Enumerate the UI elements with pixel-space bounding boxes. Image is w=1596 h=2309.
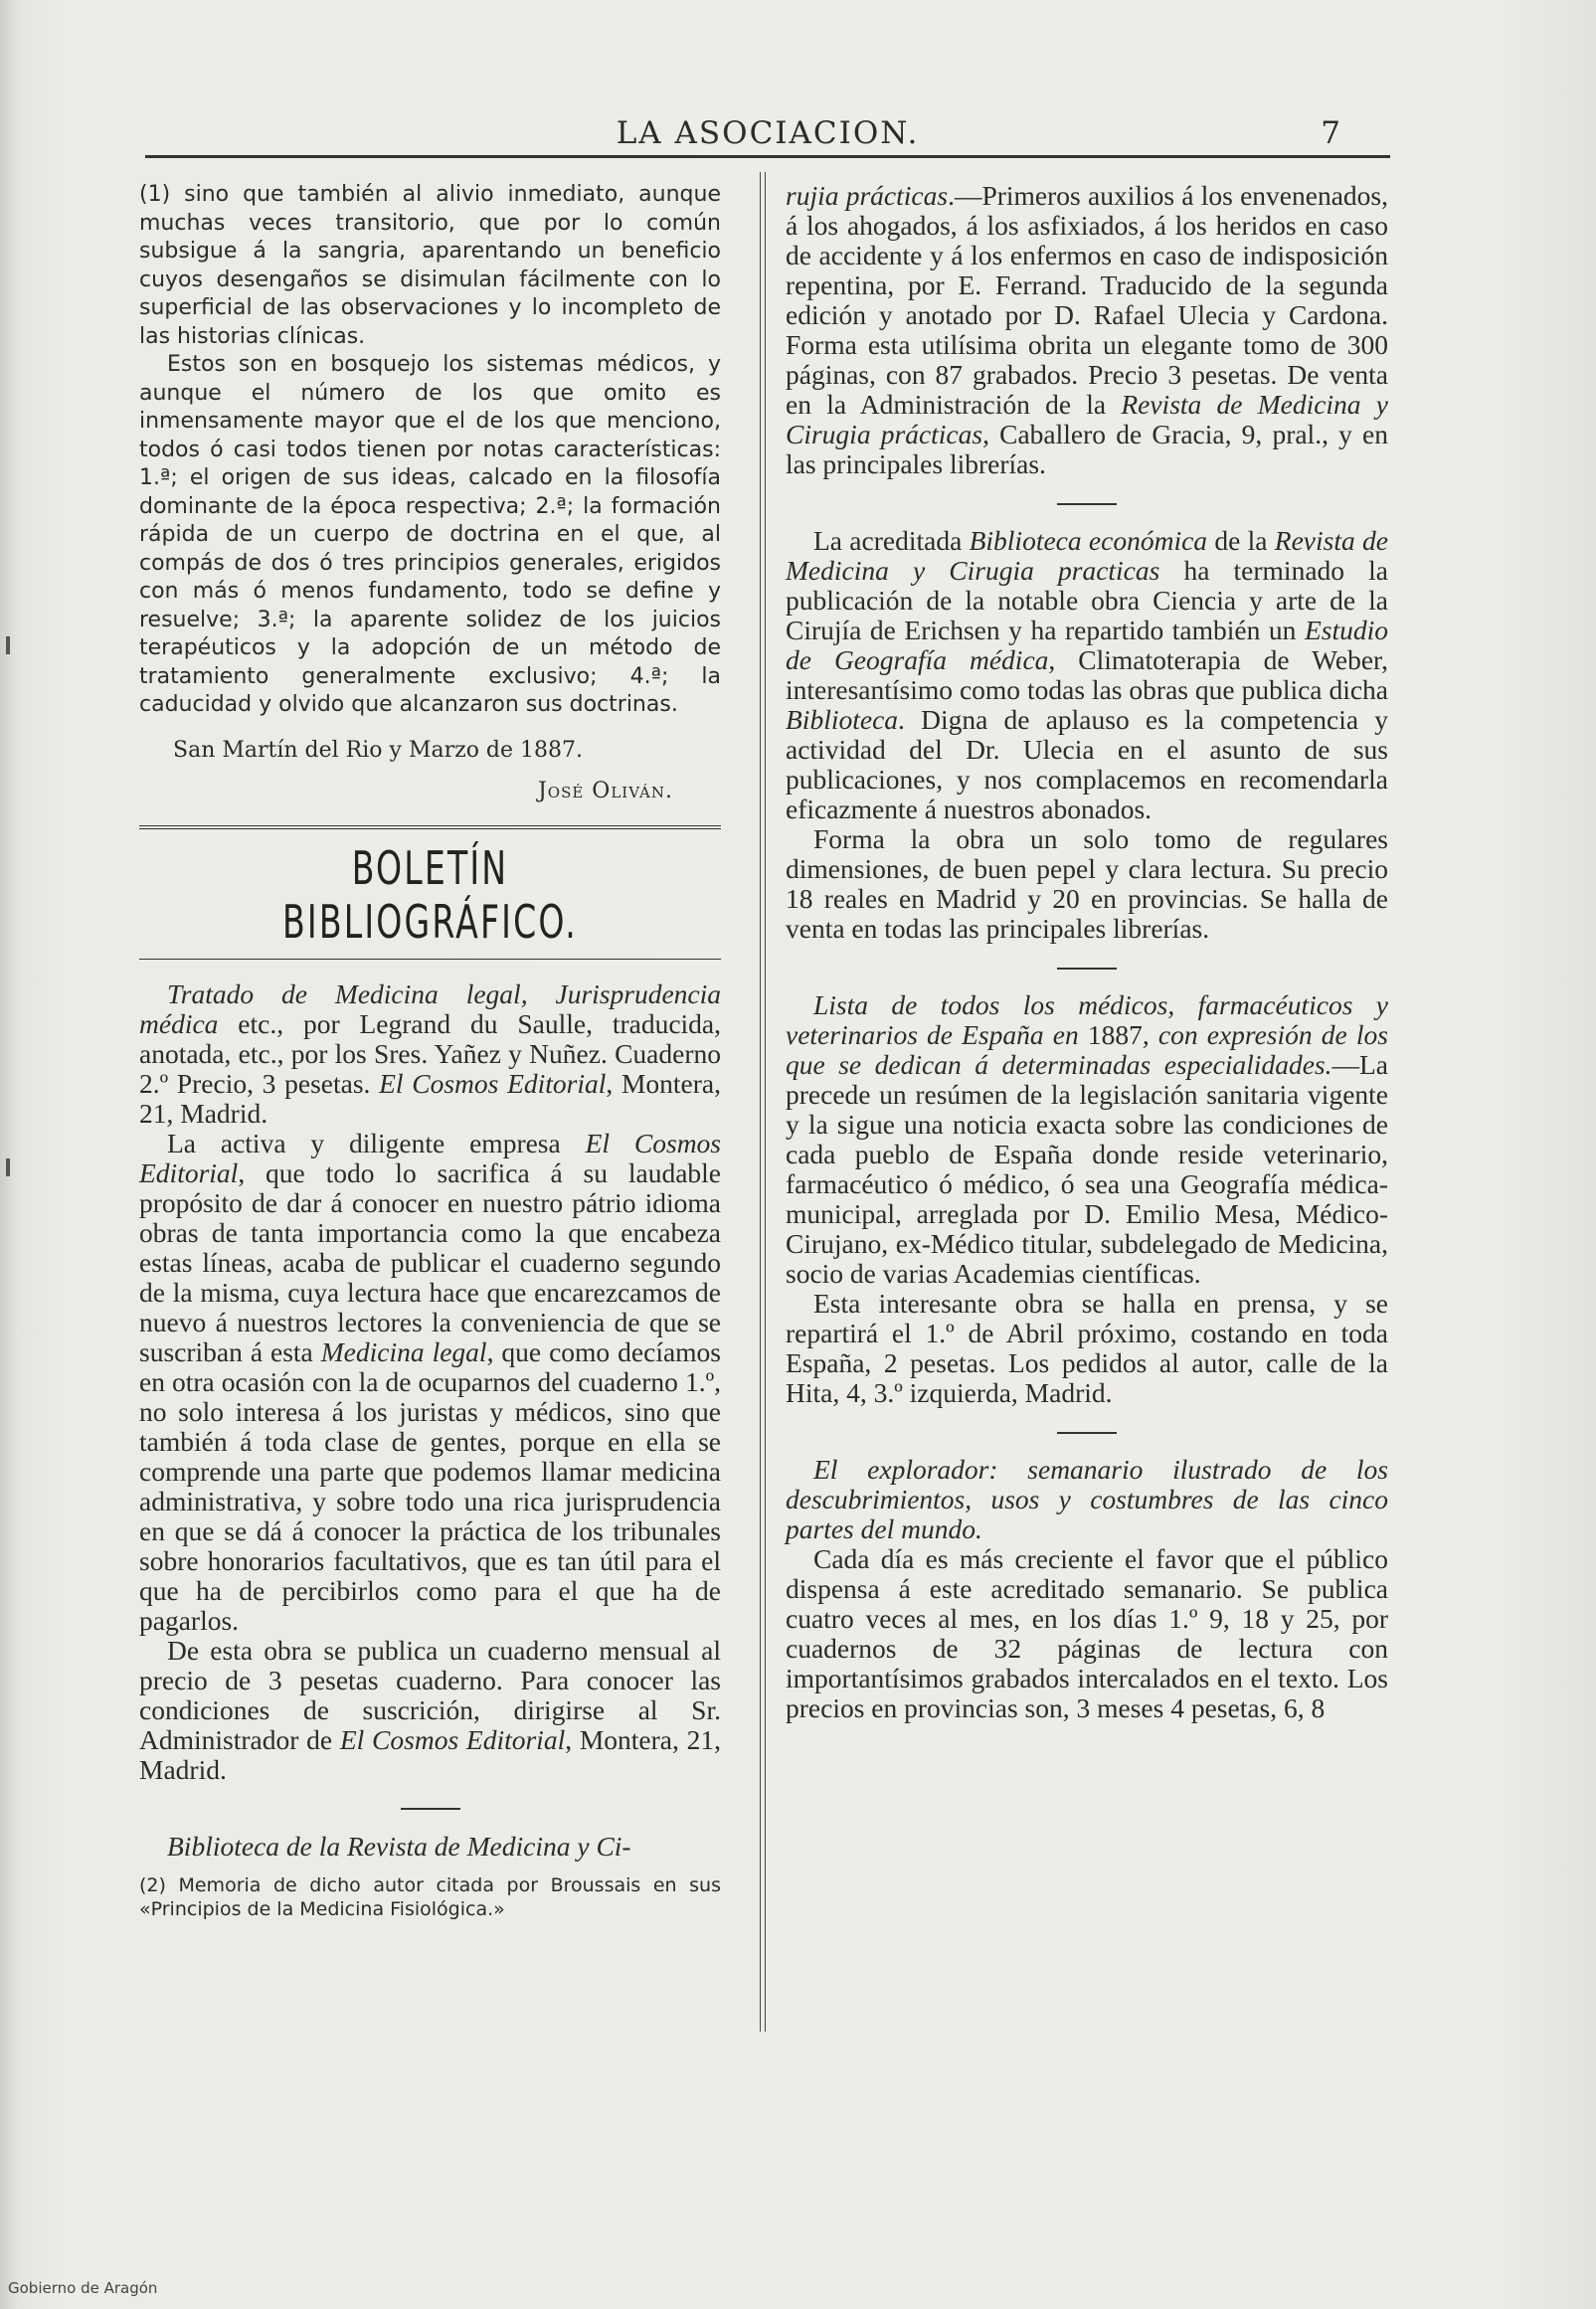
lista-entry: [786, 990, 1388, 1289]
precio-paragraph: [139, 1636, 721, 1785]
cirugia-text: .—Primeros auxilios á los envenenados, á los ahogados, á los asfixiados, á los heridos en caso de accidente y á los enfermos en caso de indisposición repentina, por E. Ferrand. Traducido de la segunda edición y anotado por D. Rafael Ulecia y Cardona. Forma esta utilísima obrita un elegante tomo de 300 páginas, con 87 grabados. Precio 3 pesetas. De venta en la Administración de la: [786, 180, 1388, 420]
explorador-title: [786, 1455, 1388, 1544]
separator-dash: [786, 958, 1388, 977]
footnote: (2) Memoria de dicho autor citada por Broussais en sus «Principios de la Medicina Fisiológica.»: [139, 1873, 721, 1920]
activa-paragraph: [139, 1129, 721, 1636]
intro-paragraph: (1) sino que también al alivio inmediato, aunque muchas veces transitorio, que por lo común subsigue á la sangria, aparentando un beneficio cuyos desengaños se disimulan fácilmente con lo superficial de las observaciones y lo incompleto de las historias clínicas.: [139, 182, 721, 349]
acreditada-revista: Revista de Medicina y Cirugia practicas: [786, 525, 1388, 586]
biblioteca-entry-start: [139, 1832, 721, 1862]
running-title: LA ASOCIACION.: [616, 115, 920, 151]
tratado-address: , Montera, 21, Madrid.: [139, 1067, 722, 1129]
explorador-paragraph: Cada día es más creciente el favor que el público dispensa á este acreditado semanario. Se publica cuatro veces al mes, en los días 1.º 9, 18 y 25, por cuadernos de 32 páginas de lectura con importantísimos grabados intercalados en el texto. Los precios en provincias son, 3 meses 4 pesetas, 6, 8: [786, 1543, 1388, 1723]
acreditada-paragraph: [786, 526, 1388, 824]
activa-text-2: , que todo lo sacrifica á su laudable propósito de dar á conocer en nuestro pátrio idioma obras de tanta importancia como la que encabeza estas líneas, acaba de publicar el cuaderno segundo de la misma, cuya lectura hace que encarezcamos de nuevo á nuestros lectores la conveniencia de que se suscriban á esta: [139, 1156, 721, 1367]
tratado-text: etc., por Legrand du Saulle, traducida, anotada, etc., por los Sres. Yañez y Nuñez. Cuaderno 2.º Precio, 3 pesetas.: [139, 1007, 721, 1099]
lista-title: Lista de todos los médicos, farmacéuticos y veterinarios de España en: [786, 989, 1388, 1050]
biblioteca-title-start: Biblioteca de la Revista de Medicina y Ci-: [167, 1830, 631, 1862]
activa-text-3: , que como decíamos en otra ocasión con la de ocuparnos del cuaderno 1.º, no solo interesa á los juristas y médicos, sino que también á toda clase de gentes, porque en ella se comprende una parte que podemos llamar medicina administrativa, y sobre todo una rica jurisprudencia en que se dá á conocer la práctica de los tribunales sobre honorarios facultativos, que es tan útil para el que ha de percibirlos como para el que ha de pagarlos.: [139, 1335, 722, 1636]
acreditada-biblioteca-2: Biblioteca: [786, 704, 899, 735]
page-header: [145, 111, 1390, 158]
lista-text: —La precede un resúmen de la legislación sanitaria vigente y la sigue una noticia exacta sobre las condiciones de cada pueblo de España donde reside veterinario, farmacéutico ó médico, ó sea una Geografía médica-municipal, arreglada por D. Emilio Mesa, Médico-Cirujano, ex-Médico titular, subdelegado de Medicina, socio de varias Academias científicas.: [786, 1049, 1388, 1289]
separator-dash: [786, 1422, 1388, 1441]
cirugia-title-cont: rujia prácticas: [786, 180, 949, 211]
right-column: [786, 181, 1388, 1723]
acreditada-estudio: Estudio de Geografía médica: [786, 615, 1388, 675]
tratado-publisher: El Cosmos Editorial: [379, 1067, 607, 1099]
section-heading: BOLETÍN BIBLIOGRÁFICO.: [282, 840, 578, 949]
interesante-paragraph: Esta interesante obra se halla en prensa, y se repartirá el 1.º de Abril próximo, costando en toda España, 2 pesetas. Los pedidos al autor, calle de la Hita, 4, 3.º izquierda, Madrid.: [786, 1288, 1388, 1408]
acreditada-text-4: , Climatoterapia de Weber, interesantísimo como todas las obras que publica dicha: [786, 644, 1388, 705]
column-divider: [760, 172, 766, 2032]
precio-text-1: De esta obra se publica un cuaderno mensual al precio de 3 pesetas cuaderno. Para conocer las condiciones de suscrición, dirigirse al Sr. Administrador de: [139, 1634, 721, 1755]
forma-paragraph: Forma la obra un solo tomo de regulares dimensiones, de buen pepel y clara lectura. Su precio 18 reales en Madrid y 20 en provincias. Se halla de venta en todas las principales librerías.: [786, 823, 1388, 944]
precio-text-2: , Montera, 21, Madrid.: [139, 1723, 722, 1785]
precio-publisher: El Cosmos Editorial: [339, 1723, 566, 1755]
activa-text-1: La activa y diligente empresa: [167, 1127, 586, 1158]
page-number: 7: [1321, 115, 1340, 151]
activa-title: Medicina legal: [320, 1335, 487, 1367]
acreditada-biblioteca: Biblioteca económica: [969, 525, 1208, 556]
acreditada-text-1: La acreditada: [813, 525, 970, 556]
separator-dash: [139, 1799, 721, 1818]
author-signature: José Oliván.: [537, 778, 673, 803]
left-column: [139, 181, 721, 1921]
acreditada-text-2: de la: [1207, 525, 1275, 556]
signoff-place-date: San Martín del Rio y Marzo de 1887.: [173, 737, 584, 763]
separator-dash: [786, 493, 1388, 512]
cirugia-revista: Revista de Medicina y Cirugia prácticas: [786, 389, 1388, 449]
cirugia-address: , Caballero de Gracia, 9, pral., y en las principales librerías.: [786, 419, 1388, 479]
tratado-entry: [139, 979, 721, 1129]
systems-paragraph: Estos son en bosquejo los sistemas médicos, y aunque el número de los que omito es inmensamente mayor que el de los que menciono, todos ó casi todos tienen por notas características: 1.ª; el origen de sus ideas, calcado en la filosofía dominante de la época respectiva; 2.ª; la formación rápida de un cuerpo de doctrina en el que, al compás de dos ó tres principios generales, erigidos con más ó menos fundamento, todo se define y resuelve; 3.ª; la aparente solidez de los juicios terapéuticos y la adopción de un método de tratamiento generalmente exclusivo; 4.ª; la caducidad y olvido que alcanzaron sus doctrinas.: [139, 352, 721, 717]
acreditada-text-3: ha terminado la publicación de la notable obra Ciencia y arte de la Cirujía de Erichsen y ha repartido también un: [786, 555, 1388, 645]
binding-mark: [6, 1158, 10, 1176]
lista-year: 1887: [1087, 1019, 1143, 1050]
binding-mark: [6, 636, 10, 654]
section-heading-box: [139, 825, 721, 960]
lista-title-2: , con expresión de los que se dedican á determinadas especialidades.: [786, 1019, 1388, 1080]
cirugia-entry: [786, 181, 1388, 479]
watermark-text: Gobierno de Aragón: [8, 2279, 158, 2297]
explorador-title-text: El explorador: semanario ilustrado de los descubrimientos, usos y costumbres de las cinco partes del mundo.: [786, 1454, 1388, 1544]
acreditada-text-5: . Digna de aplauso es la competencia y actividad del Dr. Ulecia en el asunto de sus publicaciones, y nos complacemos en recomendarla eficazmente á nuestros abonados.: [786, 704, 1388, 824]
tratado-title: Tratado de Medicina legal, Jurisprudencia médica: [139, 977, 721, 1039]
activa-publisher: El Cosmos Editorial: [139, 1127, 722, 1188]
